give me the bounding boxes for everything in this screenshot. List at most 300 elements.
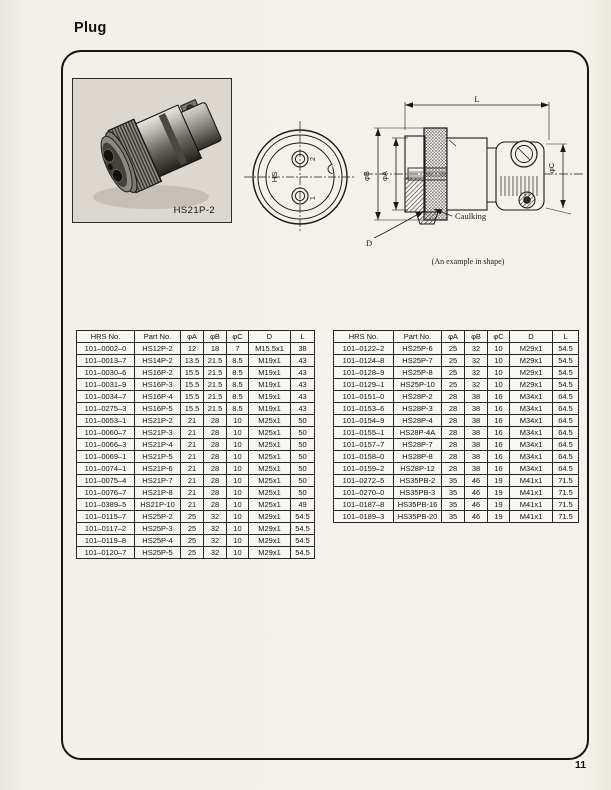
- table-cell: 43: [291, 367, 315, 379]
- table-cell: 28: [204, 499, 227, 511]
- table-row: [77, 403, 315, 415]
- table-cell: 38: [291, 343, 315, 355]
- table-cell: M34x1: [510, 427, 553, 439]
- column-header: D: [510, 331, 553, 343]
- table-cell: HS21P-7: [135, 475, 181, 487]
- table-cell: HS25P-5: [135, 547, 181, 559]
- table-cell: 54.5: [553, 379, 579, 391]
- table-row: [334, 415, 579, 427]
- table-cell: 10: [227, 487, 249, 499]
- table-cell: 54.5: [291, 511, 315, 523]
- table-cell: HS25P-6: [394, 343, 442, 355]
- table-cell: M19x1: [249, 355, 291, 367]
- dim-label-phiA: φA: [380, 171, 389, 181]
- column-header: Part No.: [394, 331, 442, 343]
- column-header: φC: [227, 331, 249, 343]
- table-cell: 35: [442, 487, 465, 499]
- table-cell: 101–0187–8: [334, 499, 394, 511]
- table-cell: 10: [488, 355, 510, 367]
- table-cell: 101–0076–7: [77, 487, 135, 499]
- table-cell: 54.5: [553, 343, 579, 355]
- column-header: Part No.: [135, 331, 181, 343]
- knurled-coupling-ring: [424, 128, 447, 220]
- table-cell: 71.5: [553, 487, 579, 499]
- caulking-label: Caulking: [455, 211, 487, 221]
- table-cell: M25x1: [249, 499, 291, 511]
- table-cell: M25x1: [249, 415, 291, 427]
- header-row: [334, 331, 579, 343]
- column-header: HRS No.: [334, 331, 394, 343]
- table-cell: M34x1: [510, 415, 553, 427]
- table-cell: HS28P-4A: [394, 427, 442, 439]
- column-header: φA: [181, 331, 204, 343]
- page-number: 11: [575, 759, 587, 771]
- table-cell: 16: [488, 403, 510, 415]
- table-cell: 21: [181, 463, 204, 475]
- shell-marking-label: HS: [270, 171, 279, 183]
- table-row: [334, 499, 579, 511]
- table-row: [77, 355, 315, 367]
- table-row: [77, 463, 315, 475]
- table-row: [334, 463, 579, 475]
- table-cell: 25: [442, 343, 465, 355]
- spec-table-right: [333, 330, 579, 523]
- table-cell: 25: [442, 367, 465, 379]
- header-row: [77, 331, 315, 343]
- table-cell: 32: [204, 547, 227, 559]
- side-view-drawing: [356, 90, 591, 282]
- table-cell: 32: [465, 379, 488, 391]
- table-cell: HS21P-8: [135, 487, 181, 499]
- table-cell: 101–0115–7: [77, 511, 135, 523]
- table-cell: M25x1: [249, 487, 291, 499]
- table-cell: 19: [488, 487, 510, 499]
- table-cell: 101–0075–4: [77, 475, 135, 487]
- table-cell: 8.5: [227, 367, 249, 379]
- table-row: [77, 391, 315, 403]
- table-cell: 16: [488, 427, 510, 439]
- table-cell: M25x1: [249, 439, 291, 451]
- table-cell: 16: [488, 463, 510, 475]
- table-cell: HS12P-2: [135, 343, 181, 355]
- table-row: [77, 487, 315, 499]
- d-label: D: [366, 238, 373, 248]
- table-cell: 28: [204, 427, 227, 439]
- table-cell: 64.5: [553, 427, 579, 439]
- column-header: φB: [465, 331, 488, 343]
- table-cell: 101–0031–9: [77, 379, 135, 391]
- table-row: [334, 475, 579, 487]
- table-cell: 101–0270–0: [334, 487, 394, 499]
- table-cell: 21: [181, 451, 204, 463]
- table-cell: 101–0034–7: [77, 391, 135, 403]
- table-cell: 101–0151–0: [334, 391, 394, 403]
- table-cell: M19x1: [249, 379, 291, 391]
- table-cell: M15.5x1: [249, 343, 291, 355]
- table-row: [77, 451, 315, 463]
- table-cell: 35: [442, 511, 465, 523]
- table-cell: 25: [181, 511, 204, 523]
- dim-label-L: L: [474, 94, 480, 104]
- table-cell: 19: [488, 499, 510, 511]
- table-cell: 71.5: [553, 499, 579, 511]
- table-row: [77, 343, 315, 355]
- table-cell: 38: [465, 391, 488, 403]
- table-cell: 101–0053–1: [77, 415, 135, 427]
- table-row: [77, 499, 315, 511]
- table-cell: 7: [227, 343, 249, 355]
- table-cell: 21.5: [204, 355, 227, 367]
- table-cell: 101–0159–2: [334, 463, 394, 475]
- table-cell: HS21P-3: [135, 427, 181, 439]
- table-cell: 21.5: [204, 379, 227, 391]
- photo-caption: HS21P-2: [173, 205, 215, 216]
- table-cell: 28: [204, 463, 227, 475]
- table-cell: 21: [181, 499, 204, 511]
- table-cell: 16: [488, 451, 510, 463]
- table-row: [77, 439, 315, 451]
- table-cell: 43: [291, 391, 315, 403]
- table-cell: 54.5: [291, 547, 315, 559]
- table-row: [77, 415, 315, 427]
- table-cell: 28: [442, 451, 465, 463]
- table-cell: 18: [204, 343, 227, 355]
- table-cell: 50: [291, 415, 315, 427]
- table-cell: 15.5: [181, 391, 204, 403]
- table-cell: M25x1: [249, 463, 291, 475]
- table-row: [77, 547, 315, 559]
- table-cell: 21: [181, 415, 204, 427]
- table-cell: 10: [488, 343, 510, 355]
- table-cell: 101–0124–8: [334, 355, 394, 367]
- table-cell: 25: [181, 535, 204, 547]
- table-cell: M19x1: [249, 403, 291, 415]
- table-cell: 35: [442, 499, 465, 511]
- table-cell: M29x1: [510, 379, 553, 391]
- pin-1-label: 1: [310, 196, 317, 200]
- table-cell: 28: [204, 451, 227, 463]
- table-cell: 19: [488, 475, 510, 487]
- table-cell: 101–0157–7: [334, 439, 394, 451]
- table-cell: 15.5: [181, 403, 204, 415]
- connector-photo-illustration: [73, 79, 230, 221]
- table-row: [334, 427, 579, 439]
- column-header: L: [553, 331, 579, 343]
- table-cell: HS25P-3: [135, 523, 181, 535]
- table-cell: 32: [465, 367, 488, 379]
- table-row: [77, 511, 315, 523]
- table-cell: 46: [465, 487, 488, 499]
- table-row: [334, 391, 579, 403]
- table-cell: 25: [181, 523, 204, 535]
- table-cell: HS35PB-16: [394, 499, 442, 511]
- column-header: L: [291, 331, 315, 343]
- table-cell: 10: [227, 439, 249, 451]
- table-cell: 101–0129–1: [334, 379, 394, 391]
- table-row: [334, 403, 579, 415]
- column-header: HRS No.: [77, 331, 135, 343]
- rear-shell-section-hatch: [405, 178, 425, 212]
- table-cell: 8.5: [227, 379, 249, 391]
- table-cell: 101–0013–7: [77, 355, 135, 367]
- table-cell: 21: [181, 487, 204, 499]
- table-cell: HS28P-4: [394, 415, 442, 427]
- table-cell: 10: [488, 379, 510, 391]
- table-cell: 28: [442, 463, 465, 475]
- table-cell: 101–0119–8: [77, 535, 135, 547]
- table-cell: M34x1: [510, 439, 553, 451]
- table-cell: HS21P-4: [135, 439, 181, 451]
- table-cell: M29x1: [510, 355, 553, 367]
- column-header: D: [249, 331, 291, 343]
- table-row: [77, 367, 315, 379]
- table-cell: 28: [442, 403, 465, 415]
- table-cell: 43: [291, 355, 315, 367]
- table-cell: HS25P-10: [394, 379, 442, 391]
- table-cell: 101–0272–5: [334, 475, 394, 487]
- table-cell: 12: [181, 343, 204, 355]
- table-cell: 54.5: [553, 355, 579, 367]
- table-cell: 71.5: [553, 475, 579, 487]
- table-cell: HS21P-5: [135, 451, 181, 463]
- table-cell: 16: [488, 439, 510, 451]
- table-cell: M29x1: [249, 523, 291, 535]
- table-row: [334, 343, 579, 355]
- table-cell: M34x1: [510, 463, 553, 475]
- table-cell: 101–0060–7: [77, 427, 135, 439]
- table-row: [77, 379, 315, 391]
- table-cell: 35: [442, 475, 465, 487]
- table-row: [77, 427, 315, 439]
- table-cell: 21.5: [204, 391, 227, 403]
- table-cell: 38: [465, 439, 488, 451]
- table-cell: M41x1: [510, 511, 553, 523]
- table-cell: HS35PB-20: [394, 511, 442, 523]
- table-cell: HS25P-7: [394, 355, 442, 367]
- table-cell: 32: [204, 535, 227, 547]
- table-cell: 10: [227, 463, 249, 475]
- table-cell: 64.5: [553, 439, 579, 451]
- table-row: [334, 439, 579, 451]
- table-cell: 64.5: [553, 391, 579, 403]
- table-cell: 10: [227, 475, 249, 487]
- table-cell: 32: [465, 355, 488, 367]
- table-cell: 50: [291, 451, 315, 463]
- table-cell: M41x1: [510, 499, 553, 511]
- table-cell: 101–0128–9: [334, 367, 394, 379]
- table-cell: HS28P-3: [394, 403, 442, 415]
- table-cell: 28: [442, 439, 465, 451]
- table-cell: 10: [227, 535, 249, 547]
- table-cell: M29x1: [510, 343, 553, 355]
- table-cell: 50: [291, 475, 315, 487]
- table-cell: 28: [442, 427, 465, 439]
- front-view-drawing: [243, 120, 357, 234]
- table-cell: 101–0154–9: [334, 415, 394, 427]
- table-cell: 71.5: [553, 511, 579, 523]
- main-shell: [447, 138, 487, 210]
- column-header: φB: [204, 331, 227, 343]
- table-cell: HS21P-10: [135, 499, 181, 511]
- table-cell: 50: [291, 487, 315, 499]
- table-cell: 13.5: [181, 355, 204, 367]
- table-cell: HS25P-4: [135, 535, 181, 547]
- table-cell: 38: [465, 451, 488, 463]
- product-photo: [72, 78, 232, 223]
- table-cell: 101–0189–3: [334, 511, 394, 523]
- table-cell: 38: [465, 427, 488, 439]
- column-header: φA: [442, 331, 465, 343]
- table-cell: 46: [465, 511, 488, 523]
- table-cell: 54.5: [553, 367, 579, 379]
- table-cell: 15.5: [181, 367, 204, 379]
- table-cell: M29x1: [510, 367, 553, 379]
- table-cell: 28: [204, 475, 227, 487]
- table-row: [334, 367, 579, 379]
- table-cell: 28: [204, 439, 227, 451]
- table-cell: 8.5: [227, 403, 249, 415]
- table-cell: HS21P-6: [135, 463, 181, 475]
- table-cell: 8.5: [227, 355, 249, 367]
- table-cell: HS25P-8: [394, 367, 442, 379]
- table-cell: 10: [227, 523, 249, 535]
- table-cell: 101–0030–6: [77, 367, 135, 379]
- table-cell: 101–0117–2: [77, 523, 135, 535]
- table-row: [334, 451, 579, 463]
- table-cell: 16: [488, 391, 510, 403]
- table-cell: M25x1: [249, 451, 291, 463]
- table-cell: 101–0389–5: [77, 499, 135, 511]
- table-cell: HS35PB-2: [394, 475, 442, 487]
- table-cell: 54.5: [291, 523, 315, 535]
- table-cell: 101–0074–1: [77, 463, 135, 475]
- table-row: [77, 523, 315, 535]
- page-title: Plug: [74, 20, 107, 36]
- table-cell: 64.5: [553, 415, 579, 427]
- table-row: [77, 535, 315, 547]
- table-cell: M19x1: [249, 391, 291, 403]
- table-row: [77, 475, 315, 487]
- table-cell: 101–0153–6: [334, 403, 394, 415]
- table-cell: 32: [465, 343, 488, 355]
- pin-2-label: 2: [310, 157, 317, 161]
- dim-label-phiB: φB: [362, 171, 371, 181]
- table-cell: 64.5: [553, 403, 579, 415]
- table-row: [334, 379, 579, 391]
- table-cell: 101–0155–1: [334, 427, 394, 439]
- table-cell: HS21P-2: [135, 415, 181, 427]
- table-cell: 101–0158–0: [334, 451, 394, 463]
- table-row: [334, 511, 579, 523]
- table-cell: HS25P-2: [135, 511, 181, 523]
- table-cell: M25x1: [249, 427, 291, 439]
- keyway-notch: [328, 165, 333, 174]
- table-cell: 46: [465, 475, 488, 487]
- table-cell: 50: [291, 439, 315, 451]
- table-cell: 10: [488, 367, 510, 379]
- table-cell: 21: [181, 439, 204, 451]
- table-cell: HS28P-2: [394, 391, 442, 403]
- table-cell: 19: [488, 511, 510, 523]
- column-header: φC: [488, 331, 510, 343]
- table-cell: 10: [227, 415, 249, 427]
- table-cell: 46: [465, 499, 488, 511]
- table-cell: 21.5: [204, 367, 227, 379]
- table-cell: 50: [291, 463, 315, 475]
- table-cell: HS16P-2: [135, 367, 181, 379]
- table-cell: HS14P-2: [135, 355, 181, 367]
- table-cell: HS28P-7: [394, 439, 442, 451]
- table-cell: 101–0066–3: [77, 439, 135, 451]
- table-cell: 16: [488, 415, 510, 427]
- table-cell: 25: [181, 547, 204, 559]
- table-cell: 43: [291, 403, 315, 415]
- table-cell: M25x1: [249, 475, 291, 487]
- table-row: [334, 355, 579, 367]
- spec-table-left: [76, 330, 315, 559]
- table-cell: M29x1: [249, 547, 291, 559]
- table-cell: 10: [227, 427, 249, 439]
- table-cell: HS28P-8: [394, 451, 442, 463]
- table-cell: HS16P-4: [135, 391, 181, 403]
- table-cell: 49: [291, 499, 315, 511]
- table-cell: HS16P-3: [135, 379, 181, 391]
- table-cell: HS35PB-3: [394, 487, 442, 499]
- table-cell: 43: [291, 379, 315, 391]
- table-cell: 21: [181, 427, 204, 439]
- table-cell: 101–0275–3: [77, 403, 135, 415]
- table-cell: 10: [227, 451, 249, 463]
- table-cell: 21: [181, 475, 204, 487]
- table-cell: 10: [227, 499, 249, 511]
- table-cell: M29x1: [249, 535, 291, 547]
- table-cell: M41x1: [510, 487, 553, 499]
- table-cell: M34x1: [510, 391, 553, 403]
- table-cell: M34x1: [510, 403, 553, 415]
- table-cell: 101–0122–2: [334, 343, 394, 355]
- table-cell: 10: [227, 547, 249, 559]
- table-cell: 21.5: [204, 403, 227, 415]
- table-cell: 10: [227, 511, 249, 523]
- table-cell: 101–0002–0: [77, 343, 135, 355]
- table-cell: 25: [442, 379, 465, 391]
- table-cell: 8.5: [227, 391, 249, 403]
- dim-label-phiC: φC: [547, 162, 556, 174]
- table-cell: 25: [442, 355, 465, 367]
- table-cell: 101–0069–1: [77, 451, 135, 463]
- shape-note: (An example in shape): [431, 257, 505, 266]
- table-cell: 38: [465, 403, 488, 415]
- table-cell: M41x1: [510, 475, 553, 487]
- table-cell: 50: [291, 427, 315, 439]
- table-cell: M29x1: [249, 511, 291, 523]
- table-cell: 28: [204, 415, 227, 427]
- table-cell: 64.5: [553, 463, 579, 475]
- table-cell: 15.5: [181, 379, 204, 391]
- table-cell: 38: [465, 463, 488, 475]
- table-row: [334, 487, 579, 499]
- table-cell: 32: [204, 511, 227, 523]
- table-cell: HS16P-5: [135, 403, 181, 415]
- table-cell: 54.5: [291, 535, 315, 547]
- table-cell: 32: [204, 523, 227, 535]
- table-cell: HS28P-12: [394, 463, 442, 475]
- table-cell: 38: [465, 415, 488, 427]
- table-cell: 28: [442, 391, 465, 403]
- d-leader-line: [374, 211, 424, 238]
- table-cell: 64.5: [553, 451, 579, 463]
- table-cell: M34x1: [510, 451, 553, 463]
